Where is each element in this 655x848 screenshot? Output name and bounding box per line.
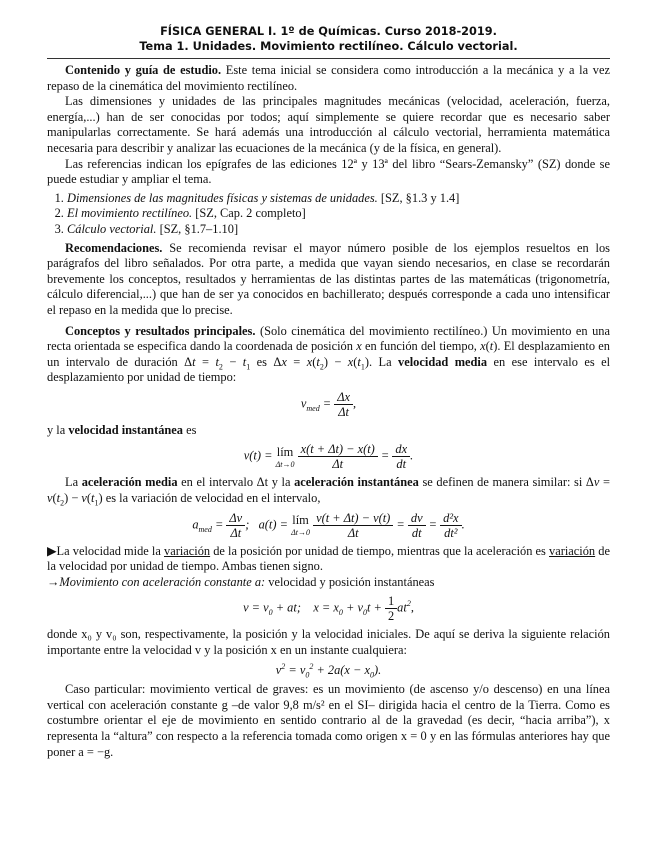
guide-intro: Contenido y guía de estudio. Este tema inicial se considera como introducción a la mecánica y a la vez repaso de la cinemática del movimiento rectilíneo.	[47, 63, 610, 93]
header-rule	[47, 58, 610, 59]
guide-para-2: Las dimensiones y unidades de las principales magnitudes mecánicas (velocidad, aceleración, fuerza, energía,...) han de ser conocidas por todos; aquí simplemente se quiere recordar que es necesario saber manipularlas correctamente. Se hará además una introducción al cálculo vectorial, herramienta matemática necesaria para describir y analizar las ecuaciones de la mecánica (y de la física, en general).	[47, 94, 610, 155]
concepts-para-3: La aceleración media en el intervalo Δt y la aceleración instantánea se definen de manera similar: si $\Delta v = v(t_2) - v(t_1)$ es la variación de velocidad en el intervalo,	[47, 475, 610, 508]
concepts-para-1: Conceptos y resultados principales. (Solo cinemática del movimiento rectilíneo.) Un movimiento en una recta orientada se especifica dando la coordenada de posición x en función del tiempo, x(t). El desplazamiento en un intervalo de duración $\Delta t = t_2 - t_1$ es $\Delta x = x(t_2) - x(t_1)$. La velocidad media en ese intervalo es el desplazamiento por unidad de tiempo:	[47, 323, 611, 385]
eq-velocidad-posicion: $v^2 = v_0^2 + 2a(x - x_0)$.	[275, 661, 382, 680]
eq-aceleracion: $a_{med}$ = $\frac{\Delta v}{\Delta t}$ ; a(t) = lím Δt→0 $\frac{v(t + \Delta t) - v(t)}{\Delta t}$ = $\frac{dv}{dt}$ = $\frac{\text{d²x}}{\text{dt²}}$ .	[192, 510, 465, 540]
concepts-heading: Conceptos y resultados principales.	[65, 323, 256, 338]
guide-heading: Contenido y guía de estudio.	[65, 63, 222, 77]
recs-heading: Recomendaciones.	[65, 240, 163, 255]
concepts-para-5: →Movimiento con aceleración constante a: velocidad y posición instantáneas	[47, 574, 435, 589]
guide-para-3: Las referencias indican los epígrafes de las ediciones 12ª y 13ª del libro “Sears-Zemansky” (SZ) donde se puede estudiar y ampliar el tema.	[47, 156, 610, 187]
document-page	[47, 24, 610, 760]
list-item: 2. El movimiento rectilíneo. [SZ, Cap. 2 completo]	[67, 206, 610, 222]
list-item: 3. Cálculo vectorial. [SZ, §1.7–1.10]	[67, 222, 610, 238]
topic-list	[47, 191, 610, 238]
concepts-para-7: Caso particular: movimiento vertical de graves: es un movimiento (de ascenso y/o descenso) en una línea vertical con aceleración constante g –de valor 9,8 m/s² en el SI– dirigida hacia el centro de la Tierra. Como es costumbre orientar el eje de movimiento en sentido contrario al de la gravedad (es decir, “hacia arriba”), x representa la “altura” con respecto a la referencia tomada como origen x = 0 y en las fórmulas anteriores hay que poner a = −g.	[47, 682, 610, 759]
recommendations: Recomendaciones. Se recomienda revisar el mayor número posible de los ejemplos resueltos en los parágrafos del libro señalados. Por otra parte, a medida que vayan siendo necesarios, en clase se recordarán brevemente los conceptos, resultados y herramientas de las distintas partes de las matemáticas (trigonometría, cálculo diferencial,...) que han de ser ya conocidos en bachillerato; después corresponde a cada uno intensificar el repaso en la medida que lo precise.	[47, 240, 610, 317]
concepts-para-4: ▶La velocidad mide la variación de la posición por unidad de tiempo, mientras que la aceleración es variación de la velocidad por unidad de tiempo. Ambas tienen signo.	[47, 543, 610, 574]
document-header	[47, 24, 610, 54]
eq-movimiento-uniforme: $v = v_0$ + at; $x = x_0 + v_0t$ + $\frac{1}{2}$ $at^2$,	[243, 594, 414, 624]
eq-velocidad-media: $v_{med}$ = $\frac{\Delta x}{\Delta t}$ ,	[300, 389, 357, 419]
concepts-para-2: y la velocidad instantánea es	[47, 422, 197, 437]
list-item: 1. Dimensiones de las magnitudes físicas y sistemas de unidades. [SZ, §1.3 y 1.4]	[67, 191, 610, 207]
course-title: FÍSICA GENERAL I. 1º de Químicas. Curso 2018-2019.	[160, 25, 497, 38]
topic-title: Tema 1. Unidades. Movimiento rectilíneo. Cálculo vectorial.	[139, 40, 518, 53]
eq-velocidad-instantanea: v(t) = lím Δt→0 $\frac{x(t + \Delta t) - x(t)}{\Delta t}$ = $\frac{dx}{dt}$ .	[243, 442, 414, 472]
concepts-para-6: donde x₀ y v₀ son, respectivamente, la posición y la velocidad iniciales. De aquí se deriva la siguiente relación importante entre la velocidad v y la posición x en un instante cualquiera:	[47, 627, 610, 658]
